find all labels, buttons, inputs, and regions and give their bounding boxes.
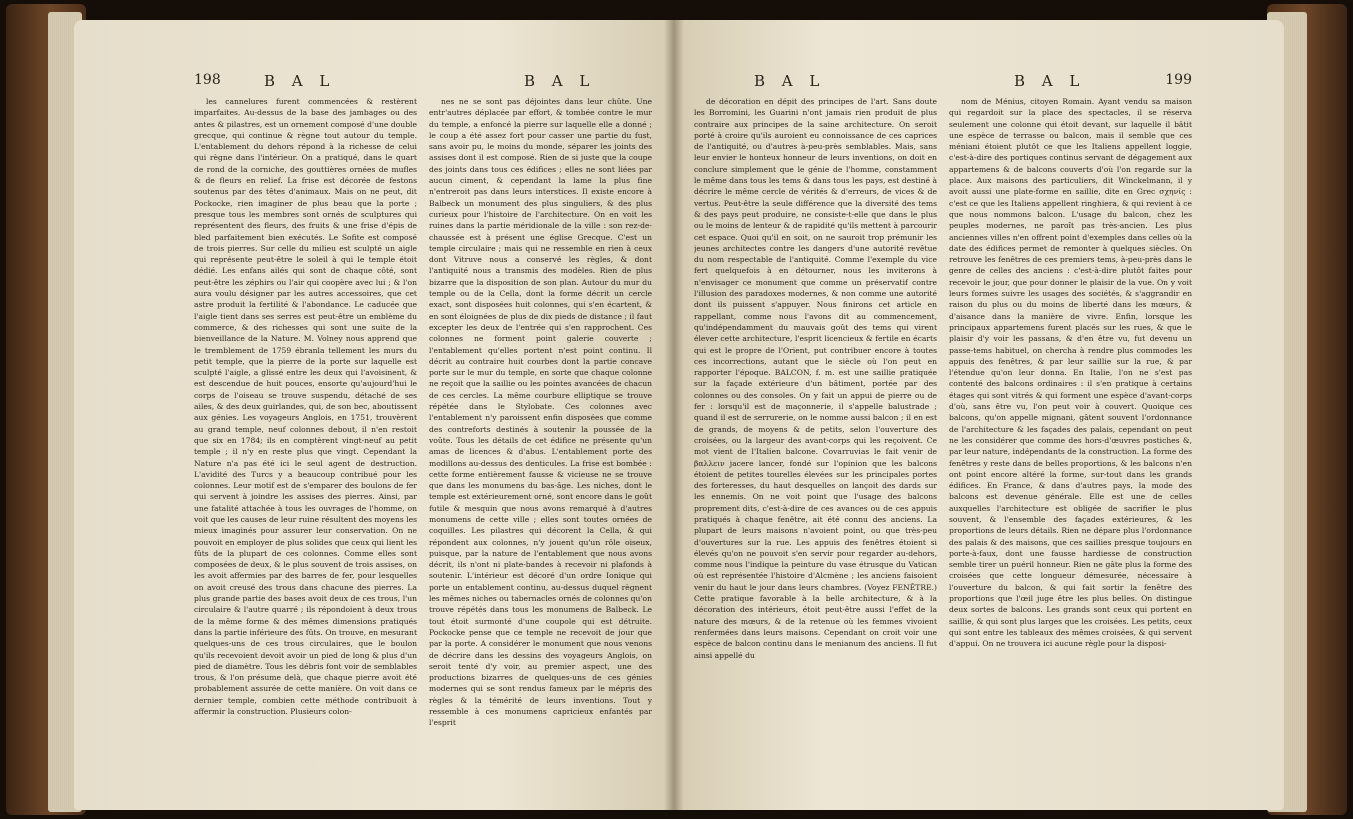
column-text: nom de Ménius, citoyen Romain. Ayant vendu sa maison qui regardoit sur la place des spectacles, il se réserva seulement une colonne qui étoit devant, sur laquelle il bâtit une espèce de terrasse ou balcon, mais il semble que ces méniani étoient plutôt ce que les Italiens appellent loggie, c'est-à-dire des portiques continus servant de dégagement aux appartemens & de balcons couverts d'où l'on regarde sur la place. Aux maisons des particuliers, dit Winckelmann, il y avoit aussi une plate-forme en saillie, dite en Grec σχηνίς : c'est ce que les Italiens appellent ringhiera, & qui revient à ce que nous nommons balcon. L'usage du balcon, chez les peuples modernes, ne paroît pas très-ancien. Les plus anciennes villes n'en offrent point d'exemples dans celles où la date des édifices permet de remonter à quelques siècles. On retrouve les fenêtres de ces premiers tems, à-peu-près dans le genre de celles des anciens : c'est-à-dire plutôt faites pour recevoir le jour, que pour donner le plaisir de la vue. On y voit leurs formes suivre les usages des sociétés, & s'aggrandir en raison du plus ou du moins de liberté dans les mœurs, & d'aisance dans la manière de vivre. Enfin, lorsque les principaux appartemens furent placés sur les rues, & que le plaisir d'y voir les passans, & d'en être vu, fut devenu un passe-tems habituel, on chercha à rendre plus commodes les appuis des fenêtres, & par leur saillie sur la rue, & par l'étendue qu'on leur donna. En Italie, l'on ne s'est pas contenté des balcons ordinaires : il s'en pratique à certains étages qui sont vitrés & qui forment une espèce d'avant-corps d'où, sans être vu, l'on peut voir à couvert. Quoique ces balcons, qu'on appelle mignani, gâtent souvent l'ordonnance de l'architecture & les façades des palais, cependant on peut ne les considérer que comme des hors-d'œuvres postiches &, par leur nature, indépendants de la construction. La forme des fenêtres y reste dans de belles proportions, & les balcons n'en ont point encore altéré la forme, sur-tout dans les grands édifices. En France, & dans d'autres pays, la mode des balcons est devenue générale. Elle est une de celles auxquelles l'architecture est obligée de sacrifier le plus souvent, & l'ensemble des façades extérieures, & les proportions de leurs détails. Rien ne dépare plus l'ordonnance des palais & des maisons, que ces saillies presque toujours en porte-à-faux, dont une fausse hardiesse de construction semble tirer un puéril honneur. Rien ne gâte plus la forme des croisées que cette longueur démesurée, nécessaire à l'ouverture du balcon, & qui fait sortir la fenêtre des proportions que l'œil juge être les plus belles. On distingue deux sortes de balcons. Les grands sont ceux qui portent en saillie, & qui sont plus larges que les croisées. Les petits, ceux qui sont entre les tableaux des mêmes croisées, & qui servent d'appui. On ne trouvera ici aucune règle pour la disposi- [949, 97, 1192, 649]
text-column [694, 96, 937, 796]
text-column [194, 96, 417, 796]
right-page [674, 20, 1284, 810]
page-number: 198 [194, 72, 221, 88]
column-text: nes ne se sont pas déjointes dans leur chûte. Une entr'autres déplacée par effort, & tombée contre le mur du temple, a enfoncé la pierre sur laquelle elle a donné ; le coup a été assez fort pour casser une partie du fust, sans avoir pu, le moins du monde, séparer les joints des assises dont il est composé. Rien de si juste que la coupe des joints dans tous ces édifices ; elles ne sont liées par aucun ciment, & cependant la lame la plus fine n'entreroit pas dans leurs interstices. Il existe encore à Balbeck un monument des plus singuliers, & des plus curieux pour l'histoire de l'architecture. On en voit les ruines dans la partie méridionale de la ville : son rez-de-chaussée est à présent une église Grecque. C'est un temple circulaire ; mais qui ne ressemble en rien à ceux dont Vitruve nous a conservé les règles, & dont l'antiquité nous a transmis des modèles. Rien de plus bizarre que la disposition de son plan. Autour du mur du temple ou de la Cella, dont la forme décrit un cercle exact, sont disposées huit colonnes, qui s'en écartent, & en sont éloignées de plus de dix pieds de distance ; il faut excepter les deux de l'entrée qui s'en rapprochent. Ces colonnes ne forment point galerie couverte ; l'entablement qu'elles portent n'est point continu. Il décrit au contraire huit courbes dont la partie concave porte sur le mur du temple, en sorte que chaque colonne ne reçoit que la saillie ou les pointes avancées de chacun de ces cercles. La même courbure elliptique se trouve répétée dans le Stylobate. Ces colonnes avec l'entablement n'y paroissent enfin disposées que comme des contreforts destinés à soutenir la poussée de la voûte. Tous les détails de cet édifice ne présente qu'un amas de licences & d'abus. L'entablement porte des modillons au-dessus des denticules. La frise est bombée : cette forme entièrement fausse & vicieuse ne se trouve que dans les monumens du bas-âge. Les niches, dont le temple est extérieurement orné, sont encore dans le goût futile & mesquin que nous avons remarqué à d'autres monumens de cette ville ; elles sont toutes ornées de coquilles. Les pilastres qui décorent la Cella, & qui répondent aux colonnes, n'y jouent qu'un rôle oiseux, puisque, par la nature de l'entablement que nous avons décrit, ils n'ont ni plate-bandes à recevoir ni plafonds à soutenir. L'intérieur est décoré d'un ordre Ionique qui porte un entablement continu, au-dessus duquel règnent les mêmes niches ou tabernacles ornés de colonnes qu'on trouve répétés dans tous les monumens de Balbeck. Le tout étoit surmonté d'une coupole qui est détruite. Pockocke pense que ce temple ne recevoit de jour que par la porte. A considérer le monument que nous venons de décrire dans les dessins des voyageurs Anglois, on seroit tenté d'y voir, au premier aspect, une des productions bizarres de quelques-uns de ces génies modernes qui se sont rendus fameux par le mépris des règles & la témérité de leurs inventions. Tout y ressemble à ces monumens capricieux enfantés par l'esprit [429, 97, 652, 728]
text-column [429, 96, 652, 796]
left-page-header [194, 72, 652, 96]
text-columns [194, 96, 652, 796]
running-head: B A L [524, 72, 596, 90]
text-columns [694, 96, 1192, 796]
left-page [74, 20, 674, 810]
column-text: de décoration en dépit des principes de l'art. Sans doute les Borromini, les Guarini n'ont jamais rien produit de plus contraire aux principes de la saine architecture. On seroit porté à croire qu'ils auroient eu connoissance de ces caprices de l'antiquité, ou d'autres à-peu-près semblables. Mais, sans leur envier le honteux honneur de leurs inventions, on doit en conclure simplement que le génie de l'homme, constamment le même dans tous les tems & dans tous les pays, est destiné à décrire le même cercle de vérités & d'erreurs, de vices & de vertus. Peut-être la seule différence que la diversité des tems & des pays peut produire, ne consiste-t-elle que dans le plus ou le moins de lenteur & de rapidité qu'ils mettent à parcourir cet espace. Quoi qu'il en soit, on ne sauroit trop prémunir les jeunes architectes contre les dangers d'une autorité revêtue du nom respectable de l'antiquité. Comme l'exemple du vice fert quelquefois à en détourner, nous les inviterons à n'envisager ce monument que comme un préservatif contre l'illusion des paradoxes modernes, & non comme une autorité dont ils puissent s'appuyer. Nous finirons cet article en rappellant, comme nous l'avons dit au commencement, qu'indépendamment du mauvais goût des tems qui virent élever cette architecture, l'esprit licencieux & fertile en écarts qui est le propre de l'Orient, put contribuer encore à toutes ces incorrections, autant que le siècle où l'on peut en rapporter l'époque. BALCON, f. m. est une saillie pratiquée sur la façade extérieure d'un bâtiment, portée par des colonnes ou des consoles. On y fait un appui de pierre ou de fer : lorsqu'il est de maçonnerie, il s'appelle balustrade ; quand il est de serrurerie, on le nomme aussi balcon ; il en est de grands, de moyens & de petits, selon l'ouverture des croisées, ou la largeur des avant-corps qui les reçoivent. Ce mot vient de l'Italien balcone. Covarruvias le fait venir de βαλλειν jacere lancer, fondé sur l'opinion que les balcons étoient de petites tourelles élevées sur les principales portes des forteresses, du haut desquelles on lançoit des dards sur les ennemis. On ne voit point que l'usage des balcons proprement dits, c'est-à-dire de ces avances ou de ces appuis pratiqués à chaque fenêtre, ait été connu des anciens. La plupart de leurs maisons n'avoient point, ou que très-peu d'ouvertures sur la rue. Les appuis des fenêtres étoient si élevés qu'on ne pouvoit s'en servir pour regarder au-dehors, comme nous l'indique la peinture du vase étrusque du Vatican où est représentée l'histoire d'Alcmène ; les anciens faisoient venir du haut le jour dans leurs chambres. (Voyez FENÊTRE.) Cette pratique favorable à la belle architecture, & à la décoration des intérieurs, étoit peut-être aussi l'effet de la nature des mœurs, & de la retenue où les femmes vivoient renfermées dans leurs maisons. Cependant on croit voir une espèce de balcon continu dans le menianum des anciens. Il fut ainsi appellé du [694, 97, 937, 660]
right-page-header [694, 72, 1192, 96]
running-head: B A L [754, 72, 826, 90]
running-head: B A L [1014, 72, 1086, 90]
book-gutter [664, 20, 684, 810]
page-number: 199 [1165, 72, 1192, 88]
running-head: B A L [264, 72, 336, 90]
column-text: les cannelures furent commencées & restèrent imparfaites. Au-dessus de la base des jambages ou des antes & pilastres, est un ornement composé d'une double grecque, qui continue & règne tout autour du temple. L'entablement du dehors répond à la richesse de celui qui règne dans l'intérieur. On a pratiqué, dans le quart de rond de la corniche, des gouttières ornées de mufles & de fleurs en relief. La frise est décorée de festons soutenus par des têtes d'animaux. Mais on ne peut, dit Pockocke, rien imaginer de plus beau que la porte ; presque tous les membres sont ornés de sculptures qui représentent des fleurs, des fruits & une frise d'épis de bled parfaitement bien exécutés. Le Sofite est composé de trois pierres. Sur celle du milieu est sculpté un aigle qui représente peut-être le soleil à qui le temple étoit dédié. Les enfans ailés qui sont de chaque côté, sont peut-être les zéphirs ou l'air qui coopère avec lui ; & l'on aura voulu désigner par les autres accessoires, que cet astre produit la fertilité & l'abondance. Le caducée que l'aigle tient dans ses serres est peut-être un emblème du commerce, & des richesses qui sont une suite de la bienveillance de la Nature. M. Volney nous apprend que le tremblement de 1759 ébranla tellement les murs du petit temple, que la pierre de la porte sur laquelle est sculpté l'aigle, a glissé entre les deux qui l'avoisinent, & est descendue de huit pouces, ensorte qu'aujourd'hui le corps de l'oiseau se trouve suspendu, détaché de ses ailes, & des deux guirlandes, qui, de son bec, aboutissent aux génies. Les voyageurs Anglois, en 1751, trouvèrent au grand temple, neuf colonnes debout, il n'en restoit que six en 1784; ils en comptèrent vingt-neuf au petit temple ; il n'y en reste plus que vingt. Cependant la Nature n'a pas été ici le seul agent de destruction. L'avidité des Turcs y a beaucoup contribué pour les colonnes. Leur motif est de s'emparer des boulons de fer qui servent à joindre les assises des pierres. Ainsi, par une fatalité attachée à tous les ouvrages de l'homme, on voit que les causes de leur ruine résultent des moyens les mieux imaginés pour assurer leur conservation. On ne pouvoit en employer de plus solides que ceux qui lient les fûts de la plupart de ces colonnes. Comme elles sont composées de deux, & le plus souvent de trois assises, on les avoit affermies par des barres de fer, pour lesquelles on avoit creusé des trous dans chacune des pierres. La plus grande partie des bases avoit deux de ces trous, l'un circulaire & l'autre quarré ; ils répondoient à deux trous de la même forme & des mêmes dimensions pratiqués dans la partie inférieure des fûts. On trouve, en mesurant quelques-uns de ces trous circulaires, que le boulon qu'ils recevoient devoit avoir un pied de long & plus d'un pied de diamètre. Tous les débris font voir de semblables trous, & l'on présume delà, que chaque pierre avoit été probablement assurée de cette manière. On voit dans ce dernier temple, combien cette méthode contribuoit à affermir la construction. Plusieurs colon- [194, 97, 417, 717]
text-column [949, 96, 1192, 796]
